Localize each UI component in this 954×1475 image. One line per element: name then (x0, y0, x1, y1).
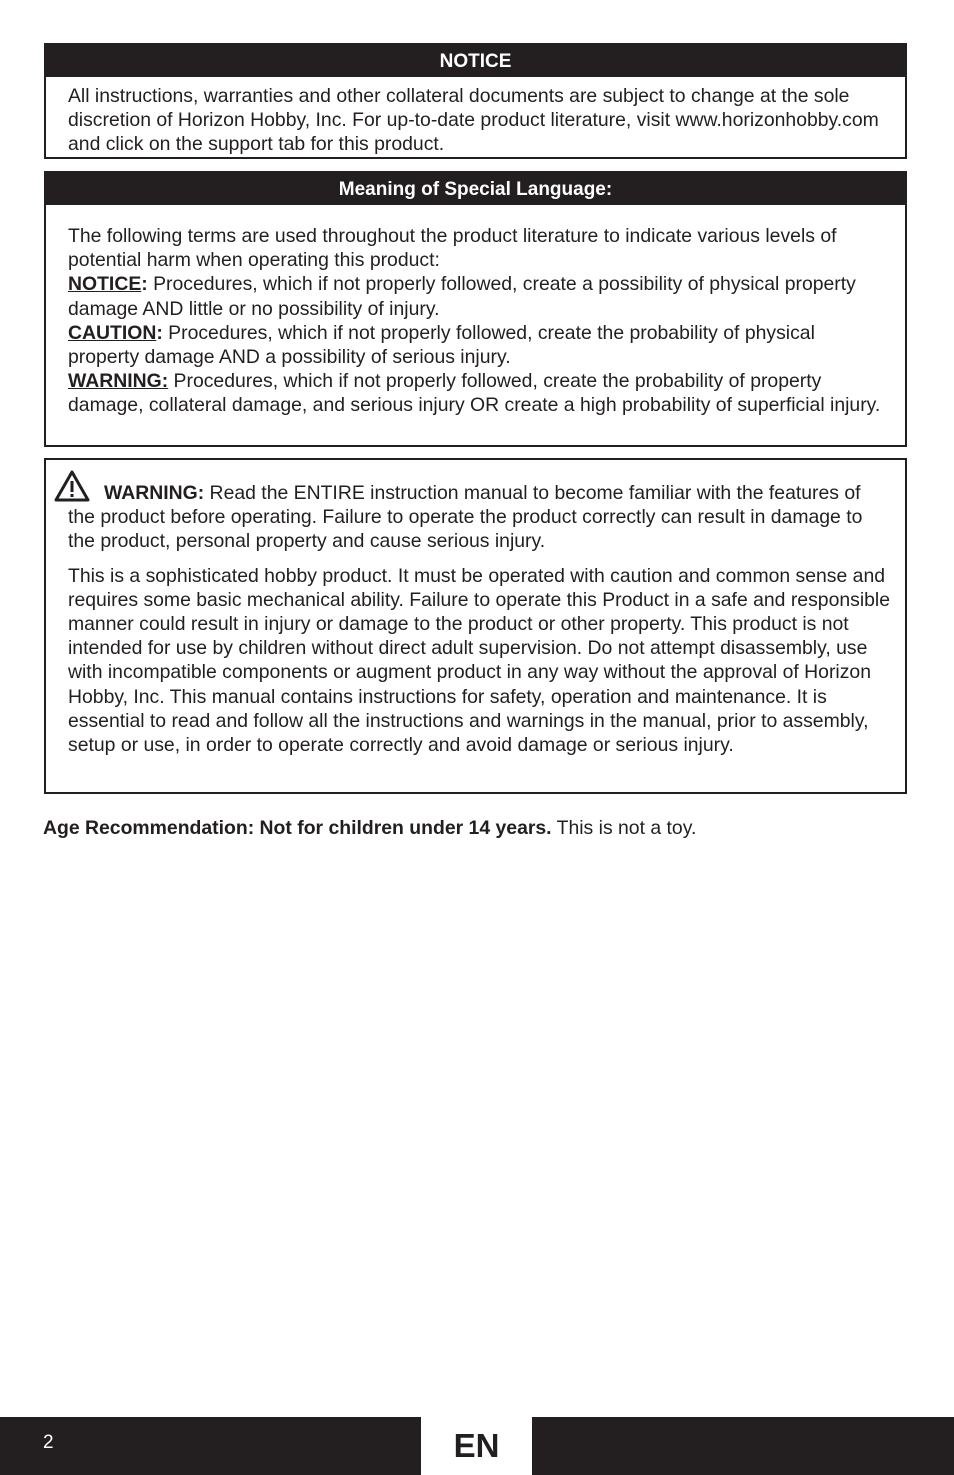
term-colon: : (141, 273, 148, 296)
warning-text: Read the ENTIRE instruction manual to become familiar with the features of the product before operating. Failure to operate the product correctly can result in damage to the product, personal property and cause serious injury. (68, 482, 863, 553)
warning-body: This is a sophisticated hobby product. It must be operated with caution and common sense and requires some basic mechanical ability. Failure to operate this Product in a safe and responsible manner could result in injury or damage to the product or other property. This product is not intended for use by children without direct adult supervision. Do not attempt disassembly, use with incompatible components or augment product in any way without the approval of Horizon Hobby, Inc. This manual contains instructions for safety, operation and maintenance. It is essential to read and follow all the instructions and warnings in the manual, prior to assembly, setup or use, in order to operate correctly and avoid damage or serious injury. (68, 564, 891, 757)
age-recommendation (43, 816, 696, 840)
term-definition: Procedures, which if not properly followed, create a possibility of physical property damage AND little or no possibility of injury. (68, 273, 856, 320)
term-caution (68, 321, 891, 369)
term-warning (68, 369, 891, 417)
warning-triangle-icon (54, 470, 90, 502)
warning-box (44, 458, 907, 794)
language-code: EN (453, 1427, 500, 1464)
special-language-intro: The following terms are used throughout the product literature to indicate various levels of potential harm when operating this product: (68, 225, 837, 272)
special-language-box (44, 171, 907, 447)
notice-text: All instructions, warranties and other collateral documents are subject to change at the sole discretion of Horizon Hobby, Inc. For up-to-date product literature, visit www.horizonhobby.com and click on the support tab for this product. (68, 85, 879, 156)
warning-label: WARNING: (104, 482, 205, 504)
notice-box (44, 43, 907, 159)
notice-heading: NOTICE (46, 45, 905, 77)
term-colon: : (156, 321, 163, 344)
warning-intro (68, 481, 891, 554)
term-label: NOTICE (68, 273, 142, 296)
term-label: WARNING: (68, 370, 169, 393)
special-language-heading: Meaning of Special Language: (46, 173, 905, 205)
page-number: 2 (43, 1432, 54, 1453)
footer-bar-right (532, 1417, 954, 1475)
term-label: CAUTION (68, 321, 157, 344)
age-recommendation-text: This is not a toy. (551, 817, 697, 839)
term-definition: Procedures, which if not properly followed, create the probability of property damage, collateral damage, and serious injury OR create a high probability of superficial injury. (68, 370, 881, 417)
term-notice (68, 272, 891, 320)
age-recommendation-bold: Age Recommendation: Not for children under 14 years. (43, 817, 552, 839)
footer-bar-left (0, 1417, 421, 1475)
term-definition: Procedures, which if not properly followed, create the probability of physical property damage AND a possibility of serious injury. (68, 321, 815, 369)
